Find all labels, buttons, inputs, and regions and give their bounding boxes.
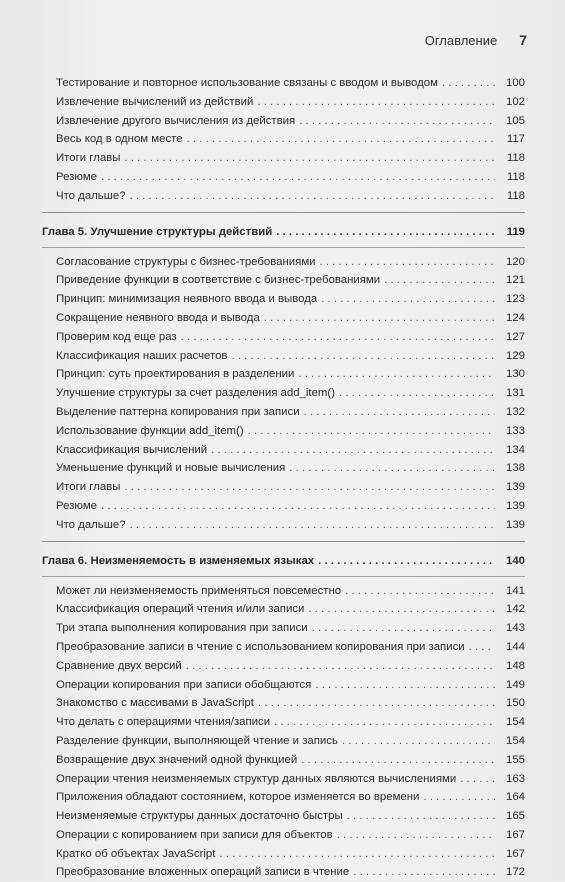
dot-leader xyxy=(130,187,495,206)
entry-title: Приложения обладают состоянием, которое изменяется во времени xyxy=(56,791,420,804)
toc-entry[interactable] xyxy=(42,459,525,478)
entry-page-number: 139 xyxy=(505,499,525,512)
toc-entry[interactable] xyxy=(42,93,525,112)
dot-leader xyxy=(130,516,495,535)
entry-title: Принцип: суть проектирования в разделении xyxy=(56,368,295,381)
dot-leader xyxy=(101,168,495,187)
chapter-underline xyxy=(42,247,525,248)
toc-entry[interactable] xyxy=(42,422,525,441)
entry-page-number: 154 xyxy=(505,716,525,729)
toc-entry[interactable] xyxy=(42,187,525,206)
entry-title: Приведение функции в соответствие с бизнес-требованиями xyxy=(56,274,381,287)
dot-leader xyxy=(101,497,495,516)
entry-title: Итоги главы xyxy=(56,481,121,494)
dot-leader xyxy=(460,770,495,789)
dot-leader xyxy=(301,751,495,770)
entry-page-number: 167 xyxy=(505,847,525,860)
entry-page-number: 121 xyxy=(505,274,525,287)
dot-leader xyxy=(384,271,495,290)
toc-entry[interactable] xyxy=(42,619,525,638)
dot-leader xyxy=(248,422,495,441)
entry-title: Сокращение неявного ввода и вывода xyxy=(56,311,260,324)
chapter-separator xyxy=(42,541,525,542)
toc-entry[interactable] xyxy=(42,478,525,497)
toc-entry[interactable] xyxy=(42,347,525,366)
entry-page-number: 105 xyxy=(505,114,525,127)
toc-entry[interactable] xyxy=(42,149,525,168)
chapter-separator xyxy=(42,212,525,213)
entry-page-number: 117 xyxy=(506,133,525,146)
toc-entry[interactable] xyxy=(42,807,525,826)
toc-chapter-heading[interactable] xyxy=(42,550,525,572)
dot-leader xyxy=(264,309,495,328)
entry-page-number: 141 xyxy=(505,584,525,597)
entry-title: Проверим код еще раз xyxy=(56,330,177,343)
entry-page-number: 149 xyxy=(505,678,525,691)
entry-page-number: 150 xyxy=(505,697,525,710)
entry-page-number: 134 xyxy=(505,443,525,456)
entry-title: Знакомство с массивами в JavaScript xyxy=(56,697,254,710)
toc-entry[interactable] xyxy=(42,600,525,619)
running-head-page-number: 7 xyxy=(519,32,527,48)
entry-page-number: 139 xyxy=(505,481,525,494)
dot-leader xyxy=(315,676,495,695)
entry-title: Кратко об объектах JavaScript xyxy=(56,847,216,860)
entry-page-number: 148 xyxy=(505,659,525,672)
dot-leader xyxy=(339,384,495,403)
dot-leader xyxy=(308,600,495,619)
dot-leader xyxy=(124,149,495,168)
entry-page-number: 164 xyxy=(505,791,525,804)
dot-leader xyxy=(321,290,495,309)
dot-leader xyxy=(312,619,495,638)
entry-page-number: 163 xyxy=(505,772,525,785)
entry-title: Классификация операций чтения и/или записи xyxy=(56,603,305,616)
dot-leader xyxy=(187,130,495,149)
dot-leader xyxy=(320,253,495,272)
entry-title: Что дальше? xyxy=(56,518,126,531)
entry-title: Преобразование вложенных операций записи в чтение xyxy=(56,866,350,879)
chapter-page-number: 140 xyxy=(505,554,525,567)
toc-entry[interactable] xyxy=(42,168,525,187)
toc-entry[interactable] xyxy=(42,770,525,789)
toc-entry[interactable] xyxy=(42,253,525,272)
entry-title: Извлечение вычислений из действий xyxy=(56,95,254,108)
entry-title: Классификация наших расчетов xyxy=(56,349,228,362)
entry-title: Выделение паттерна копирования при записи xyxy=(56,405,300,418)
entry-page-number: 167 xyxy=(505,828,525,841)
dot-leader xyxy=(342,732,495,751)
entry-page-number: 118 xyxy=(506,189,525,202)
dot-leader xyxy=(423,788,495,807)
dot-leader xyxy=(219,845,495,864)
toc-chapter-heading[interactable] xyxy=(42,221,525,243)
dot-leader xyxy=(347,807,495,826)
toc-entry[interactable] xyxy=(42,826,525,845)
dot-leader xyxy=(469,638,495,657)
dot-leader xyxy=(337,826,495,845)
toc-entry[interactable] xyxy=(42,74,525,93)
entry-page-number: 118 xyxy=(506,170,525,183)
entry-title: Операции с копированием при записи для объектов xyxy=(56,828,333,841)
dot-leader xyxy=(186,657,495,676)
toc-entry[interactable] xyxy=(42,328,525,347)
dot-leader xyxy=(231,347,495,366)
entry-title: Тестирование и повторное использование связаны с вводом и выводом xyxy=(56,77,438,89)
entry-title: Возвращение двух значений одной функцией xyxy=(56,753,298,766)
entry-title: Уменьшение функций и новые вычисления xyxy=(56,462,286,475)
entry-title: Что делать с операциями чтения/записи xyxy=(56,716,271,729)
entry-page-number: 165 xyxy=(505,810,525,823)
entry-title: Может ли неизменяемость применяться повсеместно xyxy=(56,584,342,597)
dot-leader xyxy=(274,713,495,732)
entry-page-number: 144 xyxy=(505,640,525,653)
entry-title: Улучшение структуры за счет разделения add_item() xyxy=(56,387,335,400)
toc-entry[interactable] xyxy=(42,309,525,328)
toc-entry[interactable] xyxy=(42,384,525,403)
dot-leader xyxy=(304,403,495,422)
dot-leader xyxy=(257,93,495,112)
entry-page-number: 138 xyxy=(505,462,525,475)
entry-page-number: 102 xyxy=(505,95,525,108)
entry-title: Операции копирования при записи обобщаются xyxy=(56,678,312,691)
entry-title: Принцип: минимизация неявного ввода и вывода xyxy=(56,293,318,306)
toc-entry[interactable] xyxy=(42,863,525,882)
dot-leader xyxy=(353,863,495,882)
entry-title: Преобразование записи в чтение с использованием копирования при записи xyxy=(56,640,465,653)
toc-entry[interactable] xyxy=(42,788,525,807)
running-head xyxy=(425,32,527,48)
entry-title: Три этапа выполнения копирования при записи xyxy=(56,622,308,635)
entry-page-number: 155 xyxy=(505,753,525,766)
dot-leader xyxy=(181,328,495,347)
toc-entry[interactable] xyxy=(42,516,525,535)
dot-leader xyxy=(318,550,495,572)
entry-page-number: 143 xyxy=(505,622,525,635)
entry-page-number: 120 xyxy=(505,255,525,268)
entry-title: Весь код в одном месте xyxy=(56,133,183,146)
entry-title: Согласование структуры с бизнес-требованиями xyxy=(56,255,316,268)
entry-title: Резюме xyxy=(56,499,97,512)
entry-page-number: 142 xyxy=(505,603,525,616)
entry-page-number: 118 xyxy=(506,152,525,165)
toc-entry[interactable] xyxy=(42,497,525,516)
toc-entry[interactable] xyxy=(42,403,525,422)
entry-page-number: 139 xyxy=(505,518,525,531)
entry-page-number: 129 xyxy=(505,349,525,362)
toc-entry[interactable] xyxy=(42,676,525,695)
entry-title: Использование функции add_item() xyxy=(56,424,244,437)
toc-entry[interactable] xyxy=(42,638,525,657)
dot-leader xyxy=(276,221,495,243)
dot-leader xyxy=(298,365,495,384)
entry-page-number: 132 xyxy=(505,405,525,418)
dot-leader xyxy=(289,459,495,478)
entry-title: Разделение функции, выполняющей чтение и запись xyxy=(56,734,338,747)
entry-title: Неизменяемые структуры данных достаточно быстры xyxy=(56,810,343,823)
toc-entry[interactable] xyxy=(42,657,525,676)
entry-title: Классификация вычислений xyxy=(56,443,208,456)
dot-leader xyxy=(124,478,495,497)
toc-entry[interactable] xyxy=(42,271,525,290)
chapter-title: Глава 6. Неизменяемость в изменяемых языках xyxy=(42,554,315,567)
toc-entry[interactable] xyxy=(42,713,525,732)
table-of-contents xyxy=(42,74,525,882)
entry-page-number: 154 xyxy=(505,734,525,747)
entry-title: Резюме xyxy=(56,170,97,183)
dot-leader xyxy=(345,582,495,601)
toc-entry[interactable] xyxy=(42,365,525,384)
chapter-title: Глава 5. Улучшение структуры действий xyxy=(42,225,273,238)
dot-leader xyxy=(211,441,495,460)
entry-page-number: 127 xyxy=(505,330,525,343)
entry-title: Операции чтения неизменяемых структур данных являются вычислениями xyxy=(56,772,457,785)
entry-page-number: 123 xyxy=(505,293,525,306)
entry-title: Итоги главы xyxy=(56,152,121,165)
dot-leader xyxy=(442,74,495,93)
toc-entry[interactable] xyxy=(42,694,525,713)
entry-title: Извлечение другого вычисления из действия xyxy=(56,114,296,127)
entry-page-number: 172 xyxy=(505,866,525,879)
entry-title: Сравнение двух версий xyxy=(56,659,182,672)
chapter-page-number: 119 xyxy=(506,225,525,238)
running-head-title: Оглавление xyxy=(424,33,498,48)
toc-entry[interactable] xyxy=(42,751,525,770)
toc-entry[interactable] xyxy=(42,582,525,601)
entry-page-number: 131 xyxy=(505,387,525,400)
entry-page-number: 124 xyxy=(505,311,525,324)
entry-page-number: 130 xyxy=(505,368,525,381)
chapter-underline xyxy=(42,576,525,577)
entry-page-number: 100 xyxy=(505,77,525,89)
toc-entry[interactable] xyxy=(42,290,525,309)
toc-entry[interactable] xyxy=(42,441,525,460)
toc-entry[interactable] xyxy=(42,112,525,131)
entry-page-number: 133 xyxy=(505,424,525,437)
dot-leader xyxy=(299,112,495,131)
toc-entry[interactable] xyxy=(42,130,525,149)
toc-entry[interactable] xyxy=(42,845,525,864)
toc-entry[interactable] xyxy=(42,732,525,751)
entry-title: Что дальше? xyxy=(56,189,126,202)
dot-leader xyxy=(258,694,495,713)
